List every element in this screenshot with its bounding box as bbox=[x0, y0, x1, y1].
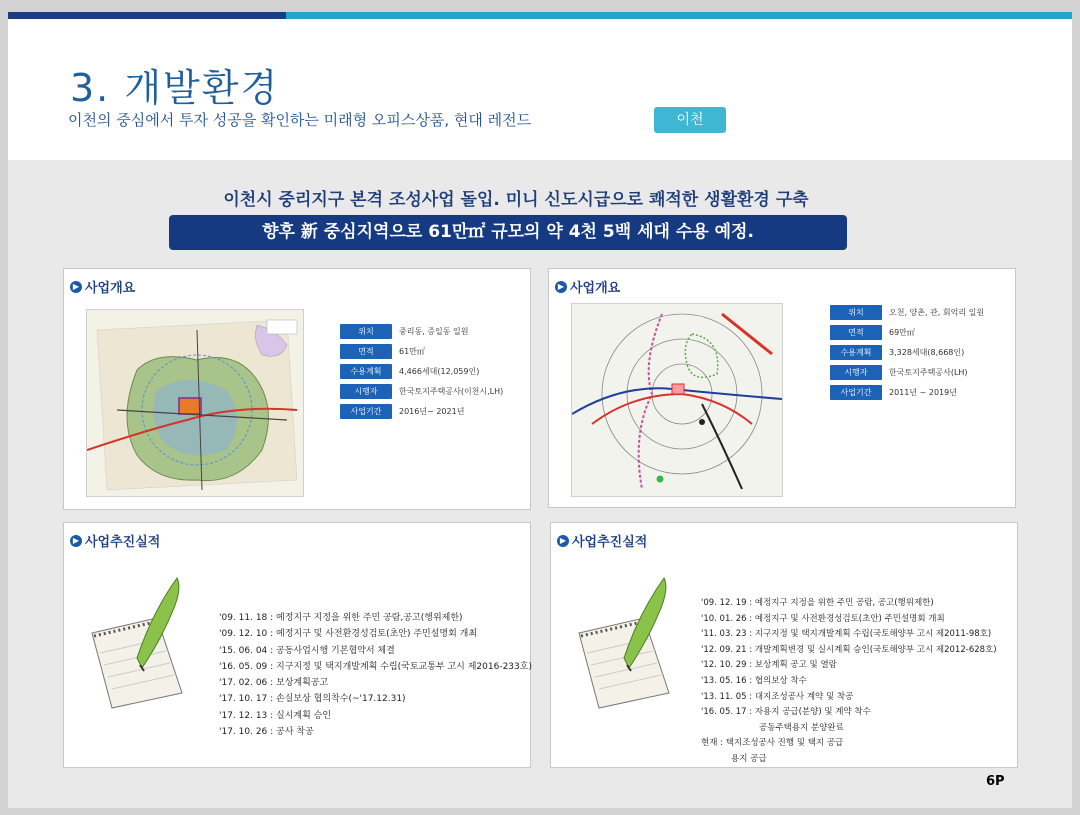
list-item: 공동주택용지 분양완료 bbox=[759, 722, 844, 733]
headline: 이천시 중리지구 본격 조성사업 돌입. 미니 신도시급으로 쾌적한 생활환경 구축 bbox=[223, 190, 809, 210]
panel-title-label: 사업추진실적 bbox=[572, 535, 648, 550]
info-value: 61만㎡ bbox=[399, 347, 425, 356]
overview-panel-right bbox=[548, 268, 1016, 508]
list-item: '11. 03. 23 : 지구지정 및 택지개발계획 수립(국토해양부 고시 제2011-98호) bbox=[701, 629, 992, 640]
arrow-bullet-icon: ▶ bbox=[70, 535, 82, 547]
list-item: 용지 공급 bbox=[731, 753, 767, 764]
page-title: 3. 개발환경 bbox=[70, 66, 280, 110]
info-value: 한국토지주택공사(LH) bbox=[889, 368, 968, 377]
list-item: 현재 : 택지조성공사 진행 및 택지 공급 bbox=[701, 738, 844, 749]
info-value: 2011년 ~ 2019년 bbox=[889, 388, 957, 397]
notebook-pen-icon bbox=[569, 573, 689, 713]
info-label: 위치 bbox=[340, 324, 392, 339]
info-label: 수용계획 bbox=[340, 364, 392, 379]
page-number: 6P bbox=[986, 774, 1005, 789]
arrow-bullet-icon: ▶ bbox=[555, 281, 567, 293]
info-value: 오천, 양촌, 관, 회억리 일원 bbox=[889, 308, 985, 317]
info-row-capacity bbox=[340, 364, 479, 379]
summary-banner: 향후 新 중심지역으로 61만㎡ 규모의 약 4천 5백 세대 수용 예정. bbox=[169, 215, 847, 250]
info-row-developer bbox=[830, 365, 968, 380]
list-item: '13. 11. 05 : 대지조성공사 계약 및 착공 bbox=[701, 691, 854, 702]
panel-title-label: 사업추진실적 bbox=[85, 535, 161, 550]
info-value: 69만㎡ bbox=[889, 328, 915, 337]
info-row-period bbox=[830, 385, 957, 400]
overview-panel-left bbox=[63, 268, 531, 510]
info-row-period bbox=[340, 404, 464, 419]
info-value: 3,328세대(8,668인) bbox=[889, 348, 965, 357]
panel-title bbox=[70, 531, 160, 550]
info-row-developer bbox=[340, 384, 503, 399]
progress-panel-right bbox=[550, 522, 1018, 768]
panel-title-label: 사업개요 bbox=[85, 281, 136, 296]
map-image-icon bbox=[572, 304, 782, 496]
district-map-right bbox=[571, 303, 783, 497]
info-label: 면적 bbox=[830, 325, 882, 340]
panel-title bbox=[555, 277, 620, 296]
panel-title-label: 사업개요 bbox=[570, 281, 621, 296]
list-item: '10. 01. 26 : 예정지구 및 사전환경성검토(초안) 주민설명회 개최 bbox=[701, 613, 945, 624]
info-row-location bbox=[340, 324, 468, 339]
list-item: '17. 02. 06 : 보상계획공고 bbox=[219, 678, 329, 689]
list-item: '17. 10. 26 : 공사 착공 bbox=[219, 727, 314, 738]
progress-panel-left bbox=[63, 522, 531, 768]
list-item: '17. 10. 17 : 손실보상 협의착수(~'17.12.31) bbox=[219, 694, 406, 705]
info-value: 중리동, 증일동 일원 bbox=[399, 327, 469, 336]
list-item: '13. 05. 16 : 협의보상 착수 bbox=[701, 675, 807, 686]
progress-list-right bbox=[701, 596, 997, 768]
arrow-bullet-icon: ▶ bbox=[70, 281, 82, 293]
list-item: '16. 05. 17 : 자용지 공급(분양) 및 계약 착수 bbox=[701, 707, 871, 718]
list-item: '09. 12. 19 : 예정지구 지정을 위한 주민 공람, 공고(행위제한) bbox=[701, 598, 934, 608]
map-image-icon bbox=[87, 310, 303, 496]
top-color-bar bbox=[8, 12, 1072, 19]
info-row-area bbox=[340, 344, 425, 359]
info-row-area bbox=[830, 325, 915, 340]
district-map-left bbox=[86, 309, 304, 497]
info-label: 위치 bbox=[830, 305, 882, 320]
info-label: 수용계획 bbox=[830, 345, 882, 360]
list-item: '16. 05. 09 : 지구지정 및 택지개발계획 수립(국토교통부 고시 제2016-233호) bbox=[219, 661, 532, 672]
arrow-bullet-icon: ▶ bbox=[557, 535, 569, 547]
top-bar-light-segment bbox=[286, 12, 1072, 19]
page-subtitle: 이천의 중심에서 투자 성공을 확인하는 미래형 오피스상품, 현대 레전드 bbox=[68, 111, 532, 129]
info-value: 2016년~ 2021년 bbox=[399, 407, 465, 416]
info-value: 한국토지주택공사(이천시,LH) bbox=[399, 387, 504, 396]
info-label: 시행자 bbox=[830, 365, 882, 380]
info-row-location bbox=[830, 305, 984, 320]
info-label: 사업기간 bbox=[830, 385, 882, 400]
info-value: 4,466세대(12,059인) bbox=[399, 367, 480, 376]
panel-title bbox=[70, 277, 135, 296]
info-label: 시행자 bbox=[340, 384, 392, 399]
info-label: 면적 bbox=[340, 344, 392, 359]
progress-list-left bbox=[219, 610, 532, 740]
list-item: '17. 12. 13 : 실시계획 승인 bbox=[219, 710, 332, 721]
slide-page bbox=[8, 12, 1072, 808]
info-label: 사업기간 bbox=[340, 404, 392, 419]
location-tag: 이천 bbox=[654, 107, 726, 133]
notebook-pen-icon bbox=[82, 573, 202, 713]
slide-header bbox=[8, 19, 1072, 160]
list-item: '09. 12. 10 : 예정지구 및 사전환경성검토(초안) 주민설명회 개최 bbox=[219, 629, 478, 640]
list-item: '09. 11. 18 : 예정지구 지정을 위한 주민 공람,공고(행위제한) bbox=[219, 613, 463, 623]
list-item: '12. 09. 21 : 개발계획변경 및 실시계획 승인(국토해양부 고시 제2012-628호) bbox=[701, 644, 997, 655]
list-item: '15. 06. 04 : 공동사업시행 기본협약서 체결 bbox=[219, 645, 395, 656]
top-bar-dark-segment bbox=[8, 12, 286, 19]
info-row-capacity bbox=[830, 345, 964, 360]
list-item: '12. 10. 29 : 보상계획 공고 및 열람 bbox=[701, 660, 837, 671]
panel-title bbox=[557, 531, 647, 550]
